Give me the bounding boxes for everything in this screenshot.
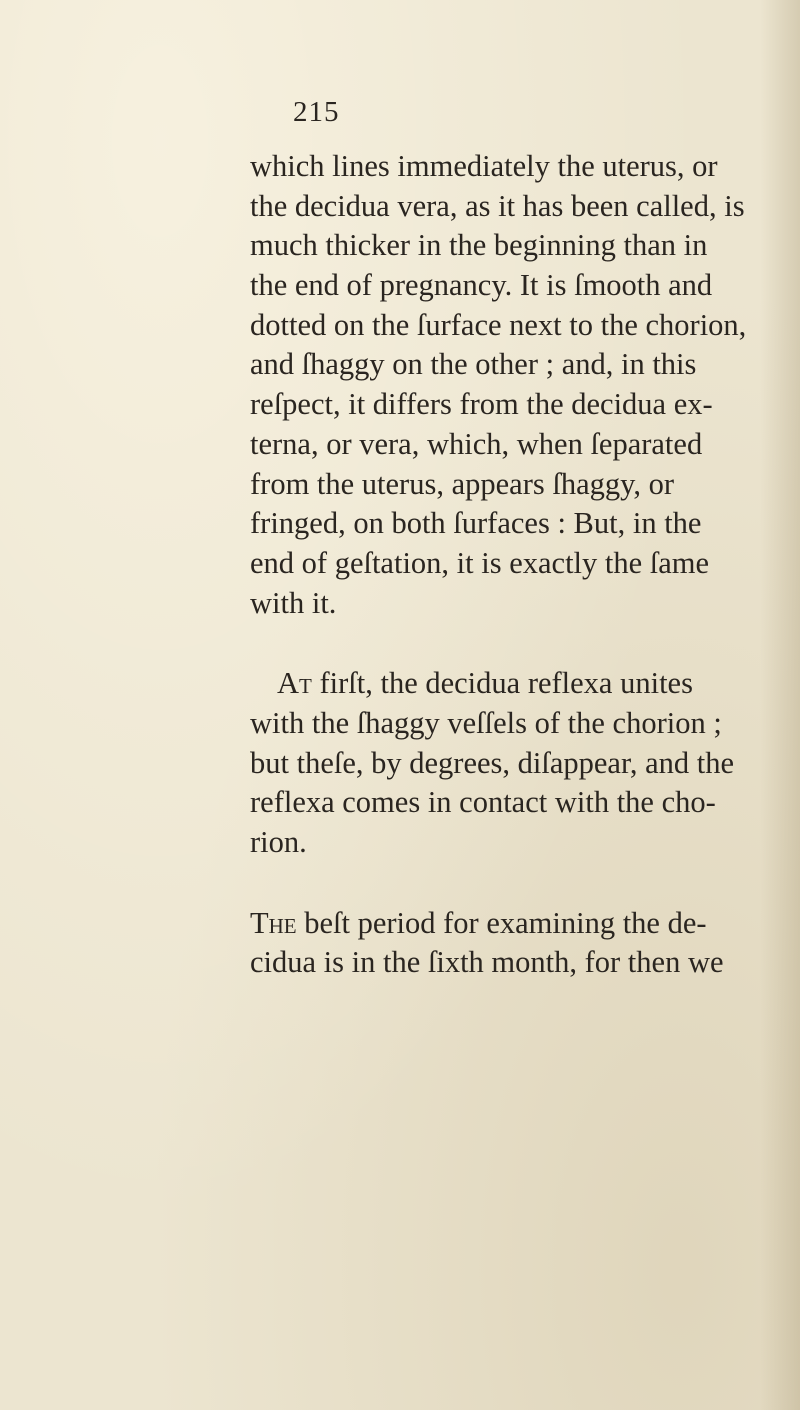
paragraph-gap xyxy=(250,863,770,904)
text-line: firſt, the decidua reflexa unites xyxy=(311,666,693,701)
paragraph-gap xyxy=(250,623,770,664)
text-line: but theſe, by degrees, diſappear, and the xyxy=(250,745,735,780)
paragraph-first-line xyxy=(250,664,770,704)
text-line: beſt period for examining the de- xyxy=(296,905,707,940)
text-line: which lines immediately the uterus, or xyxy=(250,149,718,183)
text-line: much thicker in the beginning than in xyxy=(250,228,708,263)
text-line: dotted on the ſurface next to the chorion, xyxy=(250,307,747,342)
page-number: 215 xyxy=(293,96,340,128)
text-line: with the ſhaggy veſſels of the chorion ; xyxy=(250,705,722,740)
text-line: cidua is in the ſixth month, for then we xyxy=(250,945,724,980)
paragraph-lead: At xyxy=(277,666,312,701)
text-line: and ſhaggy on the other ; and, in this xyxy=(250,347,697,382)
text-line: fringed, on both ſurfaces : But, in the xyxy=(250,506,702,541)
text-line: the end of pregnancy. It is ſmooth and xyxy=(250,268,713,303)
text-line: from the uterus, appears ſhaggy, or xyxy=(250,466,675,501)
text-line: reflexa comes in contact with the cho- xyxy=(250,785,716,820)
text-line: reſpect, it differs from the decidua ex- xyxy=(250,387,713,422)
text-line: end of geſtation, it is exactly the ſame xyxy=(250,545,710,580)
paragraph-first-line xyxy=(250,904,770,944)
text-line: the decidua vera, as it has been called, is xyxy=(250,188,745,223)
body-text xyxy=(250,147,770,983)
paragraph-lead: The xyxy=(250,905,297,940)
text-line: terna, or vera, which, when ſeparated xyxy=(250,426,703,461)
text-line: rion. xyxy=(250,825,307,859)
text-line: with it. xyxy=(250,585,337,620)
